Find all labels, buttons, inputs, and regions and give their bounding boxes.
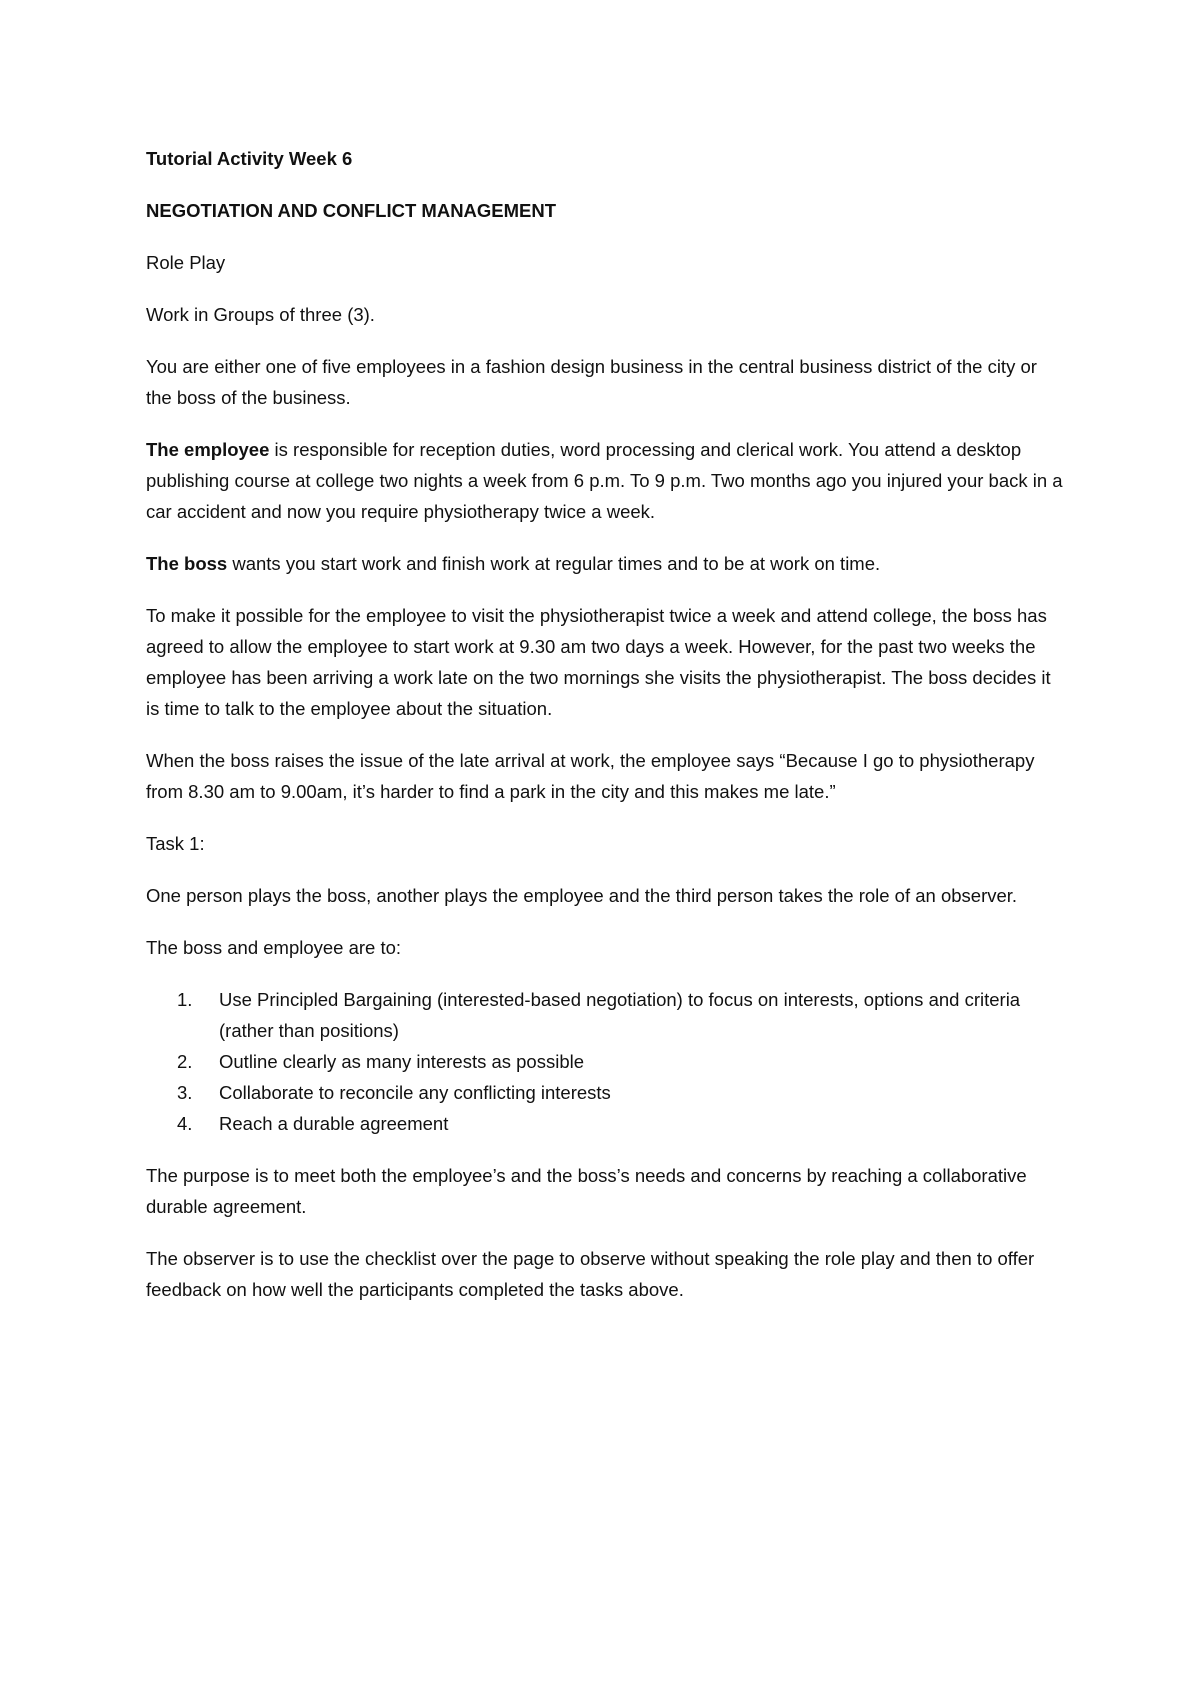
quote-paragraph: When the boss raises the issue of the late arrival at work, the employee says “Because I go to physiotherapy from 8.30 am to 9.00am, it’s harder to find a park in the city and this makes me late.”: [146, 750, 1035, 802]
list-item-text: Reach a durable agreement: [219, 1113, 449, 1134]
list-item-number: 2.: [177, 1051, 193, 1072]
boss-text: wants you start work and finish work at regular times and to be at work on time.: [227, 553, 881, 574]
roles-paragraph: One person plays the boss, another plays the employee and the third person takes the role of an observer.: [146, 885, 1018, 906]
observer-paragraph: The observer is to use the checklist over the page to observe without speaking the role play and then to offer feedback on how well the participants completed the tasks above.: [146, 1248, 1035, 1300]
document-title: Tutorial Activity Week 6: [146, 148, 353, 169]
list-item: [146, 984, 1066, 1046]
boss-paragraph: [146, 548, 1066, 579]
list-item-text: Use Principled Bargaining (interested-based negotiation) to focus on interests, options and criteria (rather than positions): [219, 989, 1021, 1041]
list-item-number: 1.: [177, 989, 193, 1010]
situation-paragraph: To make it possible for the employee to visit the physiotherapist twice a week and attend college, the boss has agreed to allow the employee to start work at 9.30 am two days a week. However, for the past two weeks the employee has been arriving a work late on the two mornings she visits the physiotherapist. The boss decides it is time to talk to the employee about the situation.: [146, 605, 1051, 719]
list-item-text: Collaborate to reconcile any conflicting interests: [219, 1082, 611, 1103]
list-item-number: 3.: [177, 1082, 193, 1103]
list-item: [146, 1077, 1066, 1108]
list-item: [146, 1108, 1066, 1139]
purpose-paragraph: The purpose is to meet both the employee’s and the boss’s needs and concerns by reaching a collaborative durable agreement.: [146, 1165, 1027, 1217]
document-subheading: Role Play: [146, 252, 226, 273]
task-list: [146, 984, 1066, 1139]
list-item: [146, 1046, 1066, 1077]
task-label: Task 1:: [146, 833, 205, 854]
employee-paragraph: [146, 434, 1066, 527]
list-intro: The boss and employee are to:: [146, 937, 402, 958]
document-heading: NEGOTIATION AND CONFLICT MANAGEMENT: [146, 200, 557, 221]
list-item-text: Outline clearly as many interests as possible: [219, 1051, 585, 1072]
list-item-number: 4.: [177, 1113, 193, 1134]
employee-text: is responsible for reception duties, word processing and clerical work. You attend a desktop publishing course at college two nights a week from 6 p.m. To 9 p.m. Two months ago you injured your back in a car accident and now you require physiotherapy twice a week.: [146, 439, 1063, 522]
employee-lead: The employee: [146, 439, 270, 460]
document-page: [146, 143, 1066, 1326]
intro-paragraph: You are either one of five employees in a fashion design business in the central business district of the city or the boss of the business.: [146, 356, 1037, 408]
boss-lead: The boss: [146, 553, 228, 574]
groups-instruction: Work in Groups of three (3).: [146, 304, 375, 325]
